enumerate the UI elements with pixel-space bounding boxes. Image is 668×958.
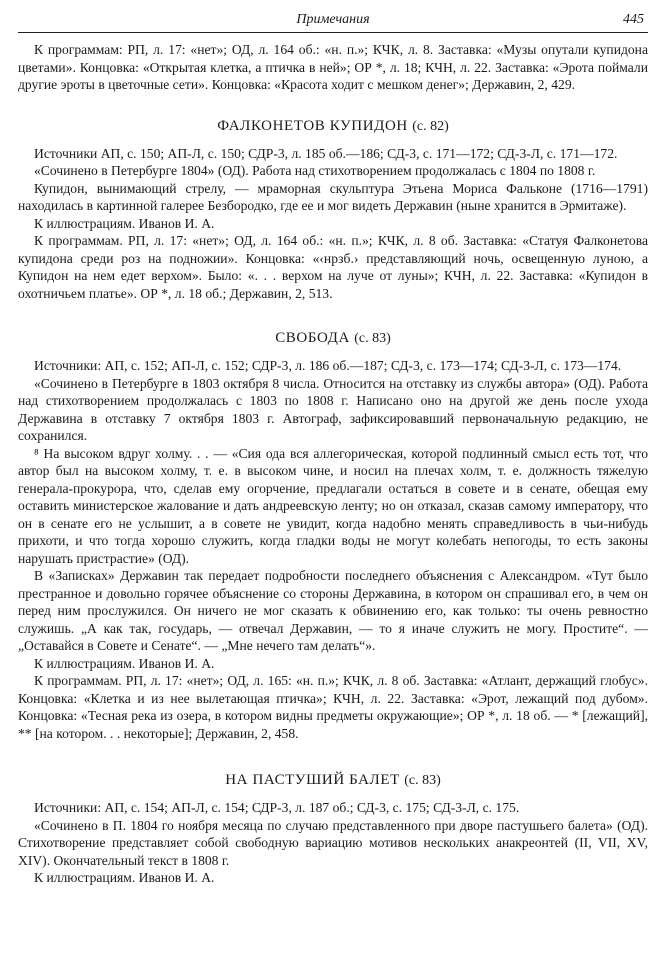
sources-paragraph: Источники: АП, с. 154; АП-Л, с. 154; СДР-3, л. 187 об.; СД-3, с. 175; СД-3-Л, с. 175. (34, 800, 520, 815)
note-paragraph: «Сочинено в Петербурге 1804» (ОД). Работа над стихотворением продолжалась с 1804 по 1808 г. (34, 163, 596, 178)
programs-paragraph: К программам. РП, л. 17: «нет»; ОД, л. 164 об.: «н. п.»; КЧК, л. 8 об. Заставка: «Статуя Фалконетова купидона среди роз на подножии». Концовка: «‹нрзб.› представляющий ночь, освещенную луною, а Купидон на нем едет верхом». Было: «. . . верхом на луче от луны»; КЧН, л. 22. Заставка: «Купидон в охотничьем платье». ОР *, л. 18 об.; Державин, 2, 513. (18, 233, 648, 301)
section-heading-falconet-cupid (18, 118, 648, 135)
page (18, 8, 648, 887)
section-heading-freedom (18, 330, 648, 347)
illustrations-paragraph: К иллюстрациям. Иванов И. А. (34, 215, 215, 231)
footnote-paragraph: ⁸ На высоком вдруг холму. . . — «Сия ода вся аллегорическая, которой подлинный смысл есть тот, что автор был на высоком холму, т. е. в высоком чине, и носил на плечах холм, т. е. должность тяжелую генерала-прокурора, что, сделав ему огорчение, предлагали остаться в совете и в сенате, обещая ему оставить министерское жалование и дать андреевскую ленту; но он отказал, сказав самому императору, что он в сенате его не услышит, а в совете не увидит, когда надобно менять справедливость в чьи-нибудь прихоти, и что тогда хорошо служить, когда гладки воды не могут колебать непогоды, то есть законы нарушать пристрастие» (ОД). (18, 445, 648, 566)
section-title: СВОБОДА (275, 330, 350, 346)
illustrations-paragraph: К иллюстрациям. Иванов И. А. (34, 655, 215, 671)
section-page-ref: (с. 83) (404, 773, 441, 788)
sources-paragraph: Источники: АП, с. 152; АП-Л, с. 152; СДР-3, л. 186 об.—187; СД-3, с. 173—174; СД-3-Л, с. 173—174. (34, 358, 622, 373)
section-page-ref: (с. 83) (354, 331, 391, 346)
page-number: 445 (623, 12, 644, 27)
running-head (18, 8, 648, 33)
sources-paragraph: Источники АП, с. 150; АП-Л, с. 150; СДР-3, л. 185 об.—186; СД-3, с. 171—172; СД-3-Л, с. 171—172. (34, 145, 618, 161)
section-heading-shepherd-ballet (18, 772, 648, 789)
section-page-ref: (с. 82) (412, 118, 449, 134)
intro-programs-paragraph: К программам: РП, л. 17: «нет»; ОД, л. 164 об.: «н. п.»; КЧК, л. 8. Заставка: «Музы опутали купидона цветами». Концовка: «Открытая клетка, а птичка в ней»; ОР *, л. 18; КЧН, л. 22. Заставка: «Эрота поймали другие эроты в цветочные сети». Концовка: «Красота ходит с мешком денег»; Державин, 2, 429. (18, 42, 648, 92)
note-paragraph: «Сочинено в П. 1804 го ноября месяца по случаю представленного при дворе пастушьего балета» (ОД). Стихотворение представляет собой свободную вариацию мотивов нескольких анакреонтей (II, VII, XV, XIV). Окончательный текст в 1808 г. (18, 817, 648, 868)
running-head-title: Примечания (296, 12, 370, 27)
section-title: НА ПАСТУШИЙ БАЛЕТ (225, 772, 400, 788)
note-paragraph: Купидон, вынимающий стрелу, — мраморная скульптура Этьена Мориса Фальконе (1716—1791) находилась в картинной галерее Безбородко, где ее и мог видеть Державин (ныне хранится в Эрмитаже). (18, 180, 648, 213)
note-paragraph: «Сочинено в Петербурге в 1803 октября 8 числа. Относится на отставку из службы автора» (ОД). Работа над стихотворением продолжалась с 1803 по 1808 г. Написано оно на другой же день после ухода Державина в отставку 7 октября 1803 г. Автограф, зафиксировавший первоначальную редакцию, не сохранился. (18, 375, 648, 443)
section-title: ФАЛКОНЕТОВ КУПИДОН (217, 117, 408, 134)
illustrations-paragraph: К иллюстрациям. Иванов И. А. (34, 870, 215, 885)
memoir-quote-paragraph: В «Записках» Державин так передает подробности последнего объяснения с Александром. «Тут было престранное и довольно горячее объяснение со стороны Державина, в котором он спрашивал его, в чем он перед ним прослужился. Он ничего не мог сказать к обвинению его, как только: ты очень ревностно служишь. „А как так, государь, — отвечал Державин, — то я иначе служить не могу. Простите“. — „Оставайся в Совете и Сенате“. — „Мне нечего там делать“». (18, 568, 648, 653)
programs-paragraph: К программам. РП, л. 17: «нет»; ОД, л. 165: «н. п.»; КЧК, л. 8 об. Заставка: «Атлант, держащий глобус». Концовка: «Клетка и из нее вылетающая птичка»; КЧН, л. 22. Заставка: «Эрот, лежащий под дубом». Концовка: «Тесная река из озера, в котором видны предметы окружающие»; ОР *, л. 18 об. — * [лежащий], ** [на котором. . . некоторые]; Державин, 2, 458. (18, 673, 648, 741)
